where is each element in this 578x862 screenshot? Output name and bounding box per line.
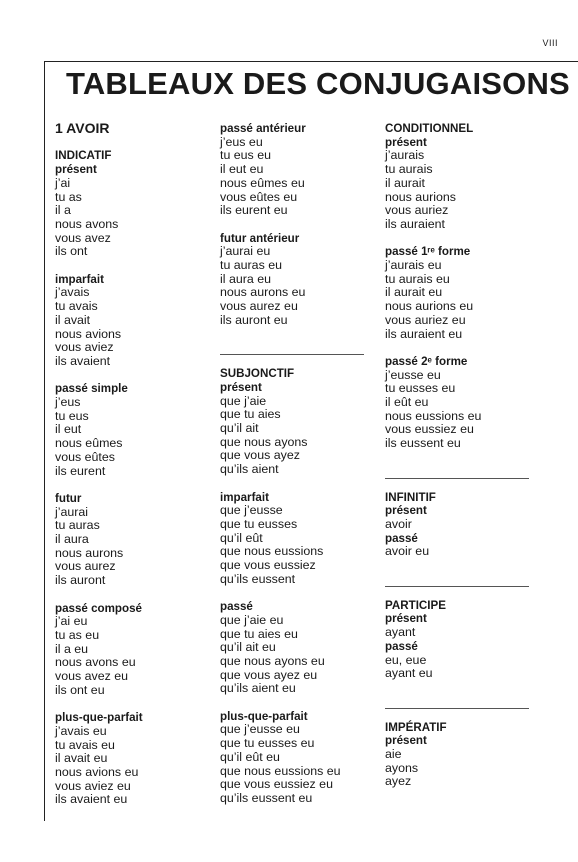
spacer — [385, 232, 545, 246]
conjugation-line: que vous ayez — [220, 448, 300, 463]
conjugation-line: tu auras eu — [220, 258, 282, 273]
section-heading: passé 1ʳᵉ forme — [385, 245, 471, 259]
conjugation-line: vous eûtes eu — [220, 189, 298, 204]
conjugation-line: ayez — [385, 774, 412, 789]
section-heading: présent — [385, 734, 427, 748]
conjugation-line: il eut eu — [220, 162, 264, 177]
conjugation-line: vous aurez — [55, 559, 116, 574]
spacer — [385, 341, 545, 355]
conjugation-line: ayant — [385, 625, 416, 640]
column-right — [385, 122, 545, 789]
section-heading: imparfait — [55, 272, 104, 286]
conjugation-line: qu’il eût — [220, 530, 263, 545]
conjugation-line: ils auraient eu — [385, 326, 463, 341]
section-heading: SUBJONCTIF — [220, 367, 295, 381]
conjugation-line: ils avaient — [55, 353, 111, 368]
conjugation-line: qu’il ait — [220, 421, 259, 436]
conjugation-line: j’aurais eu — [385, 258, 442, 273]
conjugation-line: qu’ils eussent eu — [220, 790, 313, 805]
conjugation-line: nous aurons eu — [220, 285, 306, 300]
conjugation-line: tu as eu — [55, 627, 100, 642]
column-left — [55, 122, 205, 807]
conjugation-line: nous avions eu — [55, 764, 139, 779]
conjugation-line: vous eûtes — [55, 449, 115, 464]
spacer — [220, 586, 380, 600]
conjugation-line: j’eus — [55, 395, 81, 410]
section-heading: plus-que-parfait — [55, 711, 143, 725]
section-divider — [385, 478, 529, 479]
conjugation-line: ils auront eu — [220, 312, 288, 327]
conjugation-line: ils ont eu — [55, 682, 105, 697]
conjugation-line: avoir — [385, 516, 412, 531]
conjugation-line: nous eussions eu — [385, 408, 482, 423]
spacer — [220, 477, 380, 491]
conjugation-line: nous avions — [55, 326, 122, 341]
spacer — [55, 136, 205, 150]
conjugation-line: tu avais — [55, 299, 98, 314]
conjugation-line: aie — [385, 747, 402, 762]
section-heading: 1 AVOIR — [55, 120, 110, 136]
conjugation-line: qu’il ait eu — [220, 640, 276, 655]
conjugation-line: nous eûmes eu — [220, 175, 305, 190]
spacer — [55, 369, 205, 383]
section-divider — [385, 586, 529, 587]
spacer — [55, 259, 205, 273]
conjugation-line: nous aurions eu — [385, 299, 474, 314]
top-rule — [44, 61, 578, 62]
spacer — [55, 478, 205, 492]
conjugation-line: il a — [55, 203, 71, 218]
conjugation-line: ils auront — [55, 573, 106, 588]
spacer — [55, 697, 205, 711]
conjugation-line: que j’eusse — [220, 503, 283, 518]
section-heading: passé — [385, 639, 418, 653]
column-middle — [220, 122, 380, 806]
conjugation-line: que nous eussions — [220, 544, 324, 559]
section-heading: futur antérieur — [220, 231, 300, 245]
conjugation-line: ayant eu — [385, 666, 433, 681]
conjugation-line: vous avez eu — [55, 669, 129, 684]
conjugation-line: que tu eusses — [220, 516, 298, 531]
conjugation-line: il aurait eu — [385, 285, 443, 300]
section-heading: passé antérieur — [220, 122, 306, 135]
conjugation-line: que tu aies eu — [220, 626, 298, 641]
conjugation-line: vous avez — [55, 230, 111, 245]
conjugation-line: vous aviez eu — [55, 778, 131, 793]
section-heading: passé — [385, 531, 418, 545]
conjugation-line: ils ont — [55, 244, 88, 259]
conjugation-line: nous aurons — [55, 545, 124, 560]
spacer — [385, 451, 545, 465]
left-rule — [44, 61, 45, 821]
conjugation-line: nous aurions — [385, 189, 456, 204]
conjugation-line: nous avons eu — [55, 655, 136, 670]
conjugation-line: nous eûmes — [55, 436, 123, 451]
conjugation-line: il avait — [55, 312, 91, 327]
conjugation-line: tu avais eu — [55, 737, 115, 752]
spacer — [385, 559, 545, 573]
conjugation-line: j’aurai eu — [220, 244, 271, 259]
section-heading: présent — [55, 163, 97, 177]
conjugation-line: vous auriez eu — [385, 312, 466, 327]
conjugation-line: vous aurez eu — [220, 299, 298, 314]
conjugation-line: vous eussiez eu — [385, 422, 474, 437]
section-heading: plus-que-parfait — [220, 709, 308, 723]
conjugation-line: qu’il eût eu — [220, 749, 280, 764]
page-number: VIII — [542, 38, 558, 48]
conjugation-line: que tu aies — [220, 407, 281, 422]
conjugation-line: j’avais — [55, 285, 90, 300]
conjugation-line: il a eu — [55, 641, 89, 656]
conjugation-line: tu eus — [55, 408, 89, 423]
conjugation-line: j’eus eu — [220, 134, 263, 149]
conjugation-line: nous avons — [55, 216, 119, 231]
conjugation-line: tu aurais — [385, 162, 433, 177]
conjugation-line: ils eussent eu — [385, 436, 461, 451]
conjugation-line: tu auras — [55, 518, 100, 533]
conjugation-line: avoir eu — [385, 544, 430, 559]
conjugation-line: il aura eu — [220, 271, 271, 286]
conjugation-line: il avait eu — [55, 751, 108, 766]
conjugation-line: que nous eussions eu — [220, 763, 341, 778]
conjugation-line: j’ai — [55, 175, 71, 190]
conjugation-line: il aurait — [385, 175, 425, 190]
section-heading: présent — [385, 504, 427, 518]
conjugation-line: vous aviez — [55, 340, 114, 355]
section-heading: INFINITIF — [385, 490, 436, 504]
conjugation-line: que j’aie eu — [220, 612, 284, 627]
conjugation-line: que vous eussiez eu — [220, 777, 333, 792]
section-heading: présent — [385, 612, 427, 626]
section-heading: passé 2ᵉ forme — [385, 354, 468, 368]
section-heading: présent — [385, 135, 427, 149]
conjugation-line: j’aurai — [55, 504, 89, 519]
conjugation-line: qu’ils aient — [220, 462, 279, 477]
conjugation-line: ils eurent eu — [220, 203, 288, 218]
spacer — [385, 681, 545, 695]
section-heading: passé — [220, 600, 253, 614]
conjugation-line: que nous ayons eu — [220, 653, 325, 668]
conjugation-line: j’eusse eu — [385, 367, 441, 382]
spacer — [220, 696, 380, 710]
conjugation-line: j’ai eu — [55, 614, 88, 629]
conjugation-line: que tu eusses eu — [220, 736, 315, 751]
conjugation-line: tu eus eu — [220, 148, 271, 163]
conjugation-line: que vous ayez eu — [220, 667, 318, 682]
section-heading: passé simple — [55, 382, 128, 396]
section-heading: CONDITIONNEL — [385, 122, 474, 135]
section-heading: futur — [55, 491, 82, 505]
section-heading: IMPÉRATIF — [385, 720, 447, 734]
conjugation-line: ayons — [385, 760, 419, 775]
section-divider — [385, 708, 529, 709]
section-heading: imparfait — [220, 490, 269, 504]
conjugation-line: ils avaient eu — [55, 792, 128, 807]
conjugation-line: il eût eu — [385, 395, 429, 410]
conjugation-line: j’aurais — [385, 148, 425, 163]
conjugation-line: que nous ayons — [220, 434, 308, 449]
section-divider — [220, 354, 364, 355]
conjugation-line: tu as — [55, 189, 82, 204]
conjugation-line: vous auriez — [385, 203, 449, 218]
section-heading: présent — [220, 380, 262, 394]
conjugation-line: il aura — [55, 532, 89, 547]
conjugation-line: ils auraient — [385, 216, 445, 231]
spacer — [220, 218, 380, 232]
conjugation-line: eu, eue — [385, 652, 427, 667]
section-heading: passé composé — [55, 601, 142, 615]
conjugation-line: qu’ils aient eu — [220, 681, 296, 696]
page-title: TABLEAUX DES CONJUGAISONS — [66, 66, 570, 101]
conjugation-line: tu eusses eu — [385, 381, 456, 396]
conjugation-line: j’avais eu — [55, 723, 107, 738]
conjugation-line: que vous eussiez — [220, 558, 316, 573]
conjugation-line: tu aurais eu — [385, 271, 450, 286]
conjugation-line: que j’eusse eu — [220, 722, 300, 737]
conjugation-line: ils eurent — [55, 463, 106, 478]
conjugation-line: qu’ils eussent — [220, 571, 296, 586]
section-heading: PARTICIPE — [385, 598, 446, 612]
conjugation-line: il eut — [55, 422, 82, 437]
conjugation-line: que j’aie — [220, 393, 267, 408]
spacer — [55, 588, 205, 602]
spacer — [220, 328, 380, 342]
section-heading: INDICATIF — [55, 149, 112, 163]
